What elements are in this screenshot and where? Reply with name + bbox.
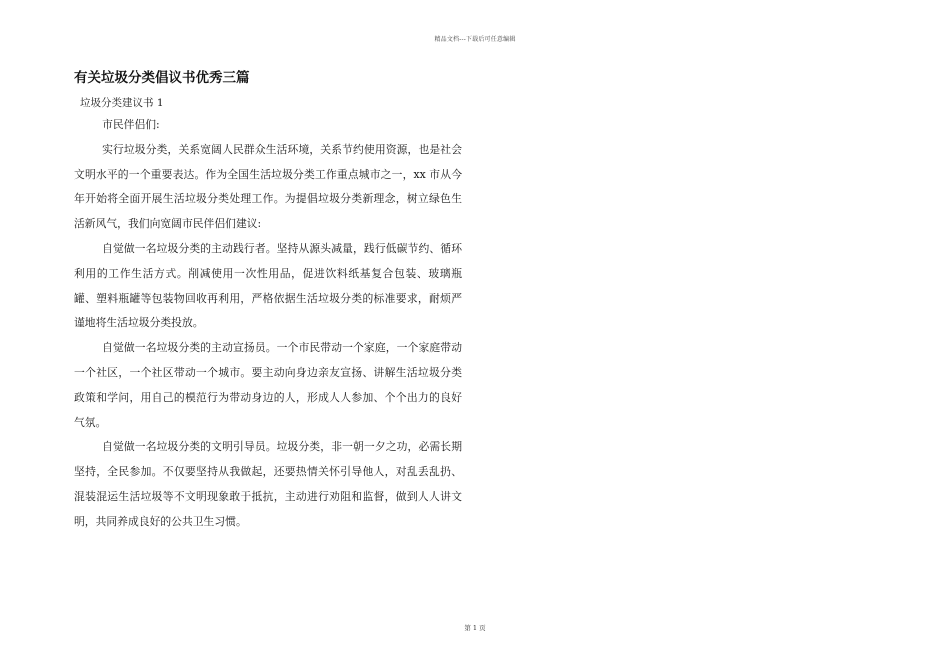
document-subtitle: 垃圾分类建议书 1 — [80, 97, 164, 109]
intro-paragraph: 实行垃圾分类，关系宽阔人民群众生活环境，关系节约使用资源，也是社会文明水平的一个重要表达。作为全国生活垃圾分类工作重点城市之一，xx 市从今年开始将全面开展生活垃圾分类处理工作。为提倡垃圾分类新理念，树立绿色生活新风气，我们向宽阔市民伴侣们建议: — [74, 142, 462, 231]
page-header: 精品文档---下载后可任意编辑 — [434, 36, 516, 43]
salutation-paragraph: 市民伴侣们: — [102, 118, 160, 131]
page-number: 第 1 页 — [464, 624, 486, 632]
document-body — [74, 113, 462, 535]
document-title: 有关垃圾分类倡议书优秀三篇 — [74, 70, 250, 86]
guide-paragraph: 自觉做一名垃圾分类的文明引导员。垃圾分类，非一朝一夕之功，必需长期坚持，全民参加。不仅要坚持从我做起，还要热情关怀引导他人，对乱丢乱扔、混装混运生活垃圾等不文明现象敢于抵抗，主动进行劝阻和监督，做到人人讲文明，共同养成良好的公共卫生习惯。 — [74, 440, 462, 528]
promoter-paragraph: 自觉做一名垃圾分类的主动宣扬员。一个市民带动一个家庭，一个家庭带动一个社区，一个社区带动一个城市。要主动向身边亲友宣扬、讲解生活垃圾分类政策和学问，用自己的模范行为带动身边的人，形成人人参加、个个出力的良好气氛。 — [74, 341, 462, 429]
practitioner-paragraph: 自觉做一名垃圾分类的主动践行者。坚持从源头减量，践行低碳节约、循环利用的工作生活方式。削减使用一次性用品，促进饮料纸基复合包装、玻璃瓶罐、塑料瓶罐等包装物回收再利用，严格依据生活垃圾分类的标准要求，耐烦严谨地将生活垃圾分类投放。 — [74, 241, 462, 330]
